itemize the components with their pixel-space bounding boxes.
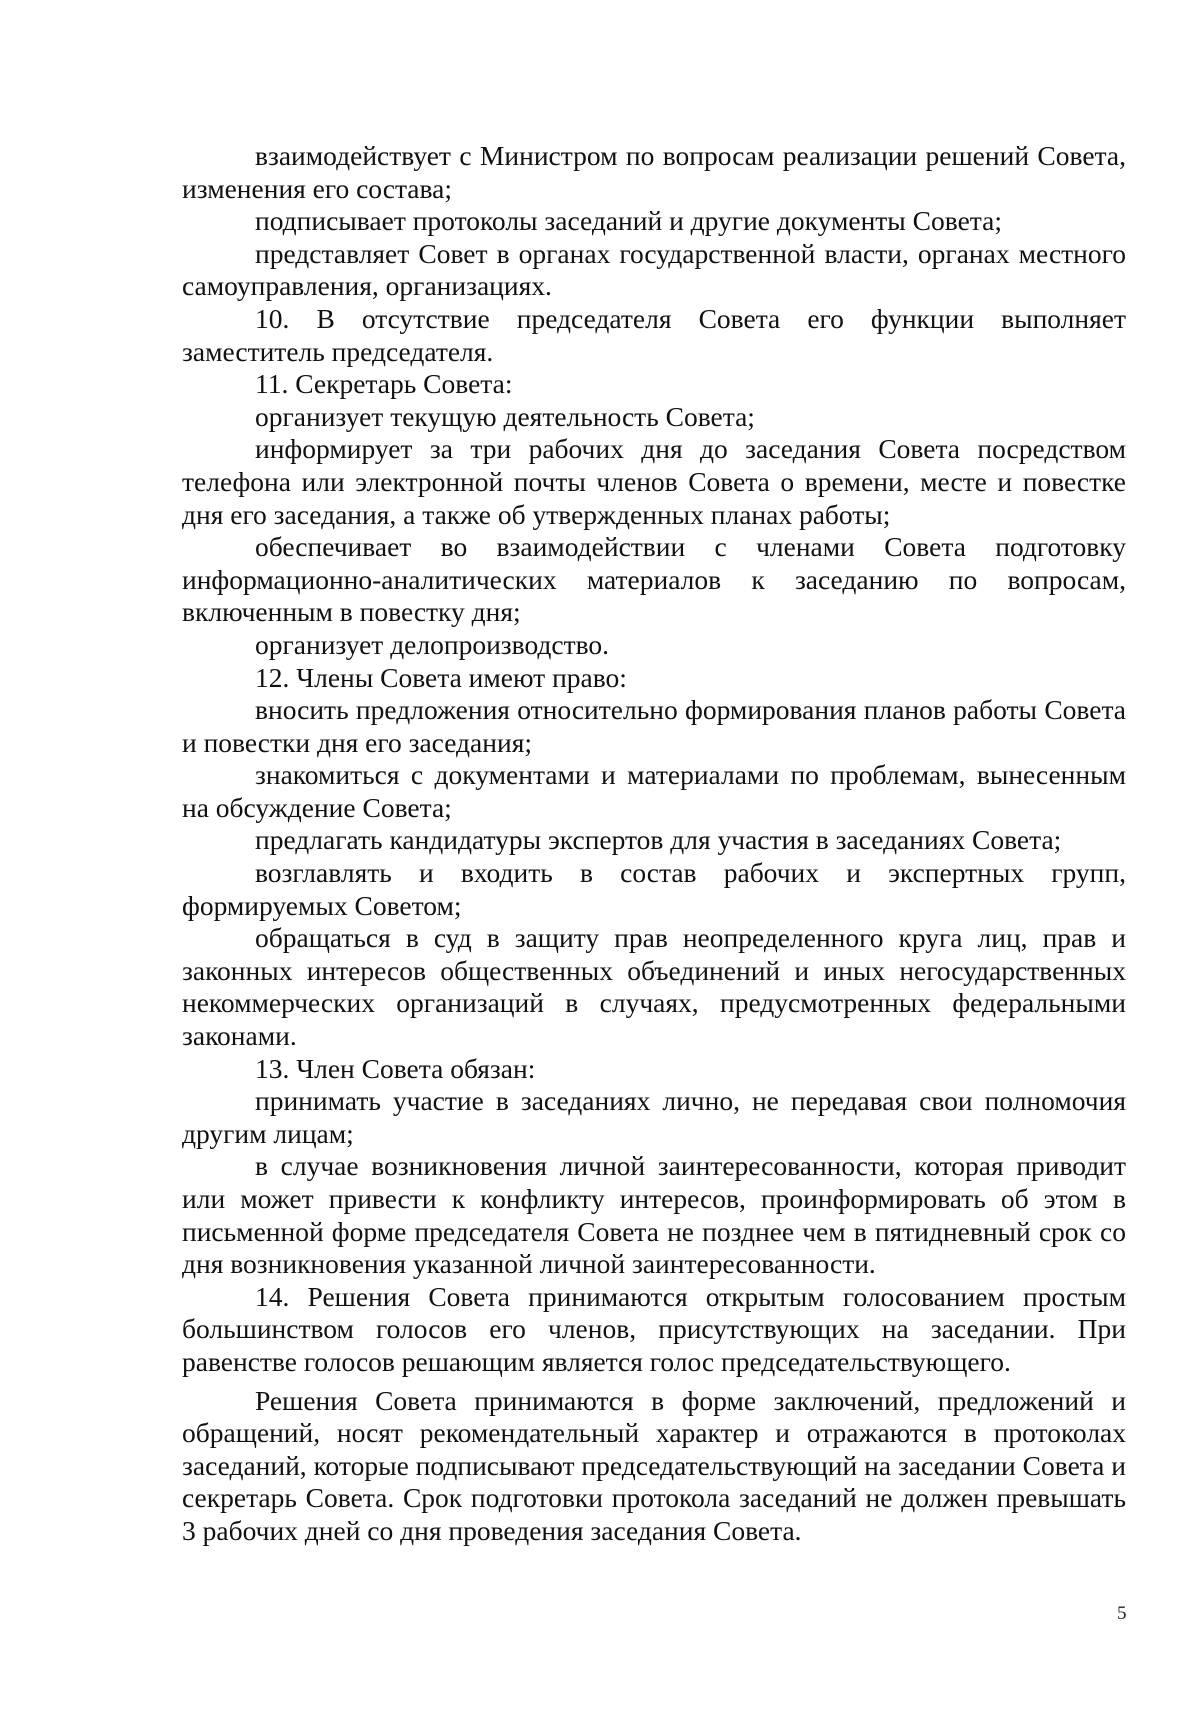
- paragraph: подписывает протоколы заседаний и другие документы Совета;: [255, 205, 1002, 237]
- paragraph: обращаться в суд в защиту прав неопределенного круга лиц, прав и законных интересов общественных объединений и иных негосударственных некоммерческих организаций в случаях, предусмотренных федеральными законами.: [182, 922, 1126, 1052]
- paragraph: представляет Совет в органах государственной власти, органах местного самоуправления, организациях.: [182, 237, 1126, 302]
- paragraph: предлагать кандидатуры экспертов для участия в заседаниях Совета;: [255, 824, 1062, 856]
- paragraph: принимать участие в заседаниях лично, не передавая свои полномочия другим лицам;: [182, 1085, 1126, 1149]
- paragraph: в случае возникновения личной заинтересованности, которая приводит или может привести к конфликту интересов, проинформировать об этом в письменной форме председателя Совета не позднее чем в пятидневный срок со дня возникновения указанной личной заинтересованности.: [182, 1150, 1126, 1280]
- document-body: [182, 140, 1126, 1548]
- paragraph: взаимодействует с Министром по вопросам реализации решений Совета, изменения его состава;: [182, 140, 1126, 204]
- paragraph: 10. В отсутствие председателя Совета его функции выполняет заместитель председателя.: [182, 302, 1126, 367]
- paragraph: 13. Член Совета обязан:: [255, 1052, 536, 1084]
- paragraph: 12. Члены Совета имеют право:: [255, 661, 627, 693]
- paragraph: вносить предложения относительно формирования планов работы Совета и повестки дня его заседания;: [182, 694, 1126, 758]
- paragraph: возглавлять и входить в состав рабочих и экспертных групп, формируемых Советом;: [182, 857, 1126, 921]
- paragraph: организует текущую деятельность Совета;: [255, 400, 755, 432]
- paragraph: 11. Секретарь Совета:: [255, 368, 513, 400]
- page-number: 5: [1117, 1603, 1127, 1624]
- paragraph: информирует за три рабочих дня до заседания Совета посредством телефона или электронной почты членов Совета о времени, месте и повестке дня его заседания, а также об утвержденных планах работы;: [182, 433, 1126, 530]
- paragraph: Решения Совета принимаются в форме заключений, предложений и обращений, носят рекомендательный характер и отражаются в протоколах заседаний, которые подписывают председательствующий на заседании Совета и секретарь Совета. Срок подготовки протокола заседаний не должен превышать 3 рабочих дней со дня проведения заседания Совета.: [182, 1384, 1126, 1546]
- paragraph: 14. Решения Совета принимаются открытым голосованием простым большинством голосов его членов, присутствующих на заседании. При равенстве голосов решающим является голос председательствующего.: [182, 1280, 1126, 1377]
- paragraph: организует делопроизводство.: [255, 628, 610, 660]
- paragraph: обеспечивает во взаимодействии с членами Совета подготовку информационно-аналитических материалов к заседанию по вопросам, включенным в повестку дня;: [182, 531, 1126, 628]
- paragraph: знакомиться с документами и материалами по проблемам, вынесенным на обсуждение Совета;: [182, 759, 1126, 823]
